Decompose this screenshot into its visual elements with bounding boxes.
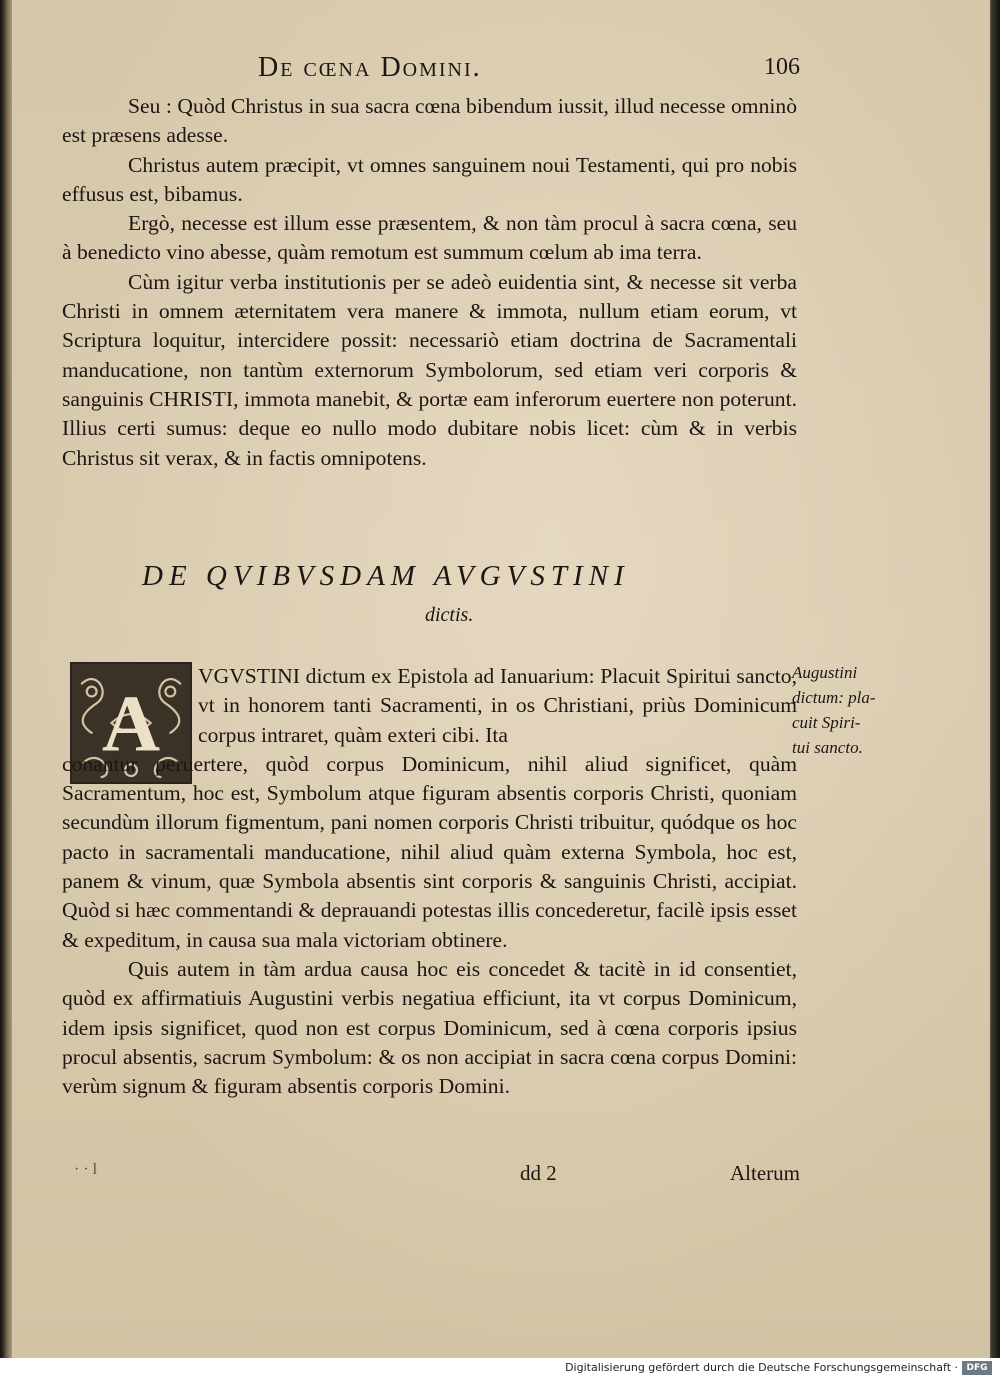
body-text-second xyxy=(62,662,797,1101)
body-text-top xyxy=(62,92,797,473)
signature-mark: dd 2 xyxy=(520,1161,557,1185)
paragraph: Seu : Quòd Christus in sua sacra cœna bibendum iussit, illud necesse omninò est præsens adesse. xyxy=(62,94,797,148)
lead-paragraph: VGVSTINI dictum ex Epistola ad Ianuarium: Placuit Spiritui sancto, vt in honorem tanti Sacramenti, in os Christiani, priùs Dominicum corpus intraret, quàm exteri cibi. Ita xyxy=(198,664,797,747)
section-title: DE QVIBVSDAM AVGVSTINI xyxy=(142,560,630,592)
running-title: De cœna Domini. xyxy=(258,52,482,83)
catchword: Alterum xyxy=(730,1161,800,1185)
margin-note-line: cuit Spiri- xyxy=(792,713,861,732)
dfg-logo-icon[interactable]: DFG xyxy=(962,1361,992,1375)
section-subtitle: dictis. xyxy=(425,604,474,626)
svg-text:A: A xyxy=(101,679,161,769)
funding-credit: Digitalisierung gefördert durch die Deutsche Forschungsgemeinschaft · xyxy=(565,1361,958,1374)
paragraph: Cùm igitur verba institutionis per se adeò euidentia sint, & necesse sit verba Christi in omnem æternitatem vera manere & immota, nullum etiam eorum, vt Scriptura loquitur, intercidere possit: necessariò etiam doctrina de Sacramentali manducatione, non tantùm externorum Symbolorum, sed etiam veri corporis & sanguinis CHRISTI, immota manebit, & portæ eam inferorum euertere non poterunt. Illius certi sumus: deque eo nullo modo dubitare nobis licet: cùm & in verbis Christus sit verax, & in factis omnipotens. xyxy=(62,269,797,470)
margin-note-line: Augustini xyxy=(792,663,858,682)
paragraph: Christus autem præcipit, vt omnes sanguinem noui Testamenti, qui pro nobis effusus est, bibamus. xyxy=(62,152,797,206)
book-page xyxy=(12,0,990,1358)
paragraph: Quis autem in tàm ardua causa hoc eis concedet & tacitè in id consentiet, quòd ex affirmatiuis Augustini verbis negatiua efficiunt, ita vt corpus Dominicum, idem ipsis significet, quod non est corpus Dominicum, sed à cœna corporis ipsius procul absentis, sacrum Symbolum: & os non accipiat in sacra cœna corpus Domini: verùm signum & figuram absentis corporis Domini. xyxy=(62,956,797,1099)
catchline-mark: · · l xyxy=(74,1161,98,1178)
margin-note-line: dictum: pla- xyxy=(792,688,876,707)
margin-note xyxy=(792,660,912,760)
margin-note-line: tui sancto. xyxy=(792,738,863,757)
footer-bar xyxy=(0,1358,1000,1379)
page-number: 106 xyxy=(764,54,800,80)
paragraph: Ergò, necesse est illum esse præsentem, & non tàm procul à sacra cœna, seu à benedicto vino abesse, quàm remotum est summum cœlum ab ima terra. xyxy=(62,211,797,265)
paragraph-continuation: conantur peruertere, quòd corpus Dominicum, nihil aliud significet, quàm Sacramentum, hoc est, Symbolum atque figuram absentis corporis Christi, quoniam secundùm illorum figmentum, pani nomen corporis Christi tribuitur, quódque os hoc pacto in sacramentali manducatione, nihil aliud quàm externa Symbola, hoc est, panem & vinum, quæ Symbola absentis sint corporis & sanguinis Christi, accipiat. Quòd si hæc commentandi & deprauandi potestas illis concederetur, facilè ipsis esset & expeditum, in causa sua mala victoriam obtinere. xyxy=(62,751,797,952)
